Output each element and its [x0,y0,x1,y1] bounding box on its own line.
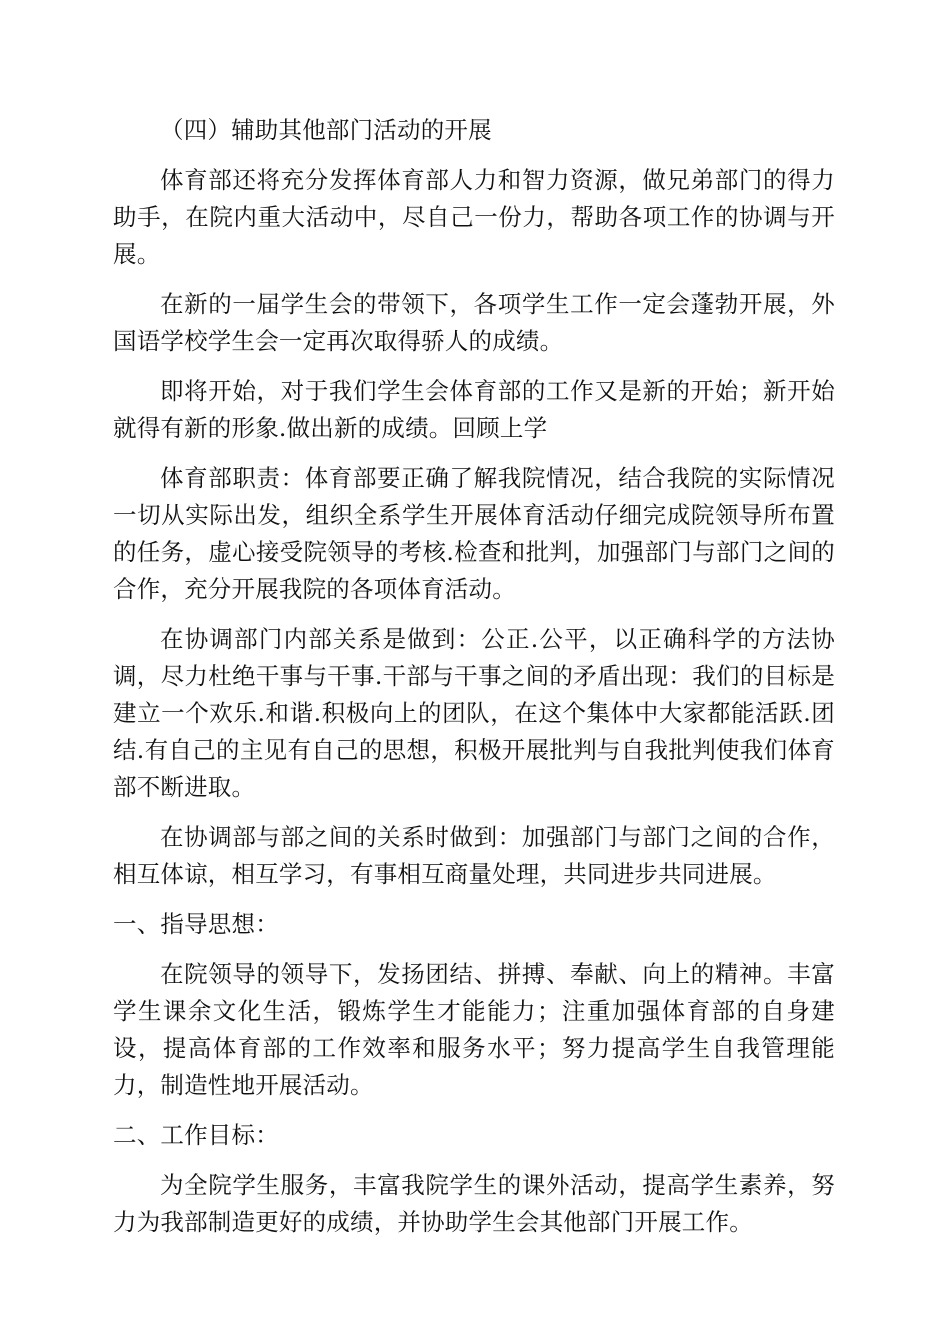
section-heading-guiding-ideology: 一、指导思想： [113,910,279,938]
paragraph-work-goals: 为全院学生服务，丰富我院学生的课外活动，提高学生素养，努力为我部制造更好的成绩，并协助学生会其他部门开展工作。 [113,1171,835,1236]
paragraph-sports-dept-resources: 体育部还将充分发挥体育部人力和智力资源，做兄弟部门的得力助手，在院内重大活动中，尽自己一份力，帮助各项工作的协调与开展。 [113,166,835,268]
paragraph-inter-department-relations: 在协调部与部之间的关系时做到：加强部门与部门之间的合作，相互体谅，相互学习，有事相互商量处理，共同进步共同进展。 [113,823,835,888]
paragraph-guiding-ideology: 在院领导的领导下，发扬团结、拼搏、奉献、向上的精神。丰富学生课余文化生活，锻炼学生才能能力；注重加强体育部的自身建设，提高体育部的工作效率和服务水平；努力提高学生自我管理能力，制造性地开展活动。 [113,960,835,1099]
paragraph-new-beginning: 即将开始，对于我们学生会体育部的工作又是新的开始；新开始就得有新的形象.做出新的成绩。回顾上学 [113,377,835,442]
section-heading-work-goals: 二、工作目标： [113,1121,279,1149]
document-body [113,112,835,1241]
paragraph-sports-dept-duties: 体育部职责：体育部要正确了解我院情况，结合我院的实际情况一切从实际出发，组织全系学生开展体育活动仔细完成院领导所布置的任务，虚心接受院领导的考核.检查和批判，加强部门与部门之间的合作，充分开展我院的各项体育活动。 [113,464,835,603]
paragraph-internal-relations: 在协调部门内部关系是做到：公正.公平，以正确科学的方法协调，尽力杜绝干事与干事.干部与干事之间的矛盾出现：我们的目标是建立一个欢乐.和谐.积极向上的团队，在这个集体中大家都能活跃.团结.有自己的主见有自己的思想，积极开展批判与自我批判使我们体育部不断进取。 [113,625,835,801]
section-heading-assist-other-departments: （四）辅助其他部门活动的开展 [160,116,492,144]
paragraph-new-student-union: 在新的一届学生会的带领下，各项学生工作一定会蓬勃开展，外国语学校学生会一定再次取得骄人的成绩。 [113,290,835,355]
